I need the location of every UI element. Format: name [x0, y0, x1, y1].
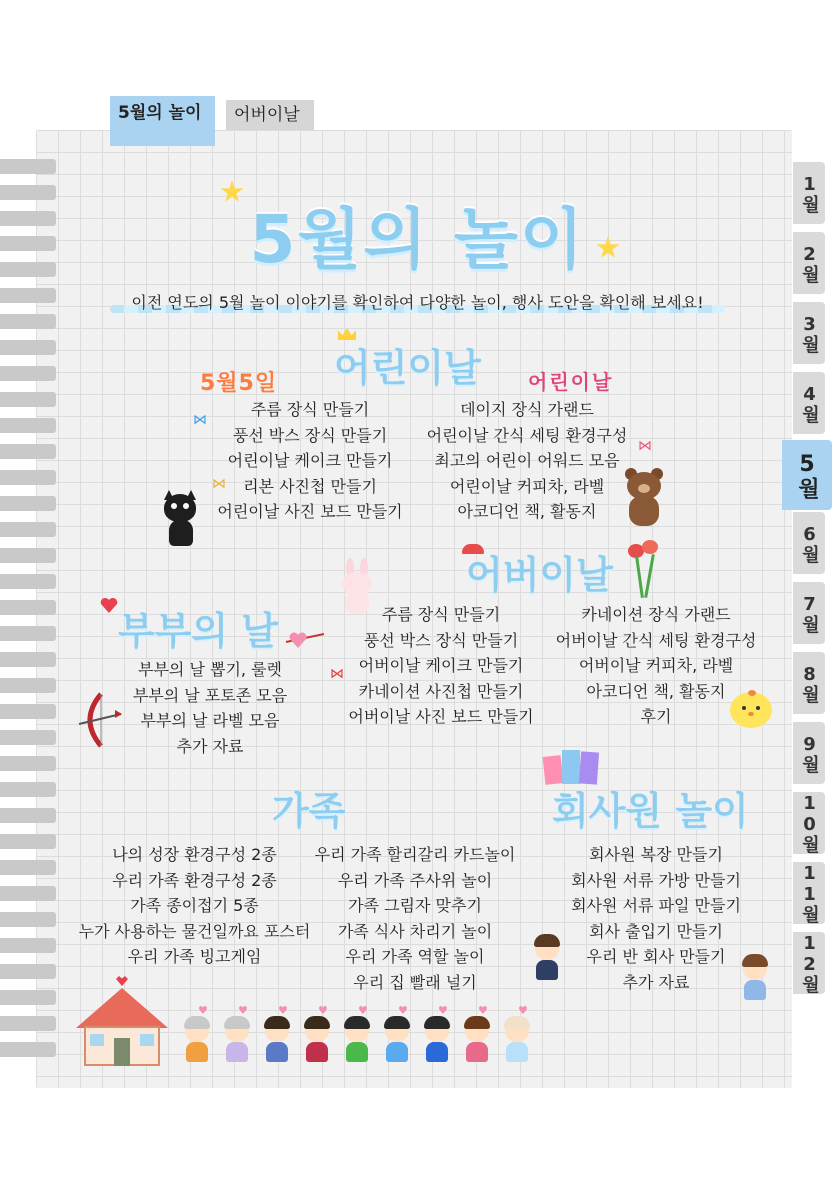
- spiral-ring: [0, 444, 56, 459]
- month-tab-4[interactable]: 4월: [793, 372, 825, 434]
- list-item[interactable]: 주름 장식 만들기: [381, 605, 501, 624]
- childrens-day-left-list: [210, 397, 410, 525]
- tab-main-label[interactable]: 5월의 놀이: [110, 96, 215, 146]
- month-tab-7[interactable]: 7월: [793, 582, 825, 644]
- list-item[interactable]: 가족 그림자 맞추기: [348, 896, 482, 915]
- heart-icon: ♥: [438, 1004, 448, 1017]
- spiral-ring: [0, 314, 56, 329]
- spiral-ring: [0, 392, 56, 407]
- deco-childrens-day: 어린이날: [528, 370, 614, 394]
- list-item[interactable]: 최고의 어린이 어워드 모음: [434, 451, 620, 470]
- book-stack-icon: [544, 748, 606, 784]
- spiral-ring: [0, 808, 56, 823]
- list-item[interactable]: 회사원 서류 가방 만들기: [571, 870, 741, 890]
- heart-icon: ♥: [478, 1004, 488, 1017]
- family-member-icon: [502, 1012, 532, 1064]
- spiral-ring: [0, 418, 56, 433]
- list-item[interactable]: 우리 가족 빙고게임: [127, 947, 262, 966]
- family-member-icon: [382, 1012, 412, 1064]
- month-tab-10[interactable]: 10월: [793, 792, 825, 854]
- list-item[interactable]: 부부의 날 라벨 모음: [140, 711, 280, 730]
- spiral-ring: [0, 496, 56, 511]
- heart-icon: ♥: [238, 1004, 248, 1017]
- ribbon-icon: ⋈: [212, 476, 226, 492]
- list-item[interactable]: 우리 가족 할리갈리 카드놀이: [314, 845, 516, 864]
- section-heading-parents-day: 어버이날: [466, 553, 613, 597]
- list-item[interactable]: 어버이날 커피차, 라벨: [578, 656, 734, 675]
- month-tab-6[interactable]: 6월: [793, 512, 825, 574]
- spiral-ring: [0, 522, 56, 537]
- spiral-ring: [0, 1016, 56, 1031]
- list-item[interactable]: 어린이날 커피차, 라벨: [449, 476, 605, 496]
- list-item[interactable]: 어린이날 사진 보드 만들기: [217, 502, 403, 521]
- ribbon-icon: ⋈: [330, 666, 344, 682]
- list-item[interactable]: 회사원 서류 파일 만들기: [571, 896, 741, 915]
- house-icon: [76, 976, 168, 1068]
- list-item[interactable]: 풍선 박스 장식 만들기: [232, 425, 388, 445]
- list-item[interactable]: 부부의 날 포토존 모음: [132, 685, 288, 705]
- heart-icon: ♥: [278, 1004, 288, 1017]
- list-item[interactable]: 회사 출입기 만들기: [589, 921, 723, 941]
- list-item[interactable]: 어버이날 간식 세팅 환경구성: [555, 630, 757, 650]
- family-left-list: [62, 842, 327, 970]
- list-item[interactable]: 추가 자료: [176, 736, 244, 756]
- heart-icon: ♥: [518, 1004, 528, 1017]
- heart-icon: ♥: [398, 1004, 408, 1017]
- list-item[interactable]: 나의 성장 환경구성 2종: [112, 845, 277, 864]
- list-item[interactable]: 어린이날 간식 세팅 환경구성: [426, 425, 628, 445]
- month-tab-11[interactable]: 11월: [793, 862, 825, 924]
- list-item[interactable]: 우리 가족 주사위 놀이: [337, 870, 493, 890]
- section-heading-childrens-day: 어린이날: [334, 346, 481, 390]
- heart-icon: [100, 597, 118, 613]
- list-item[interactable]: 회사원 복장 만들기: [589, 845, 723, 864]
- section-heading-couples-day: 부부의 날: [118, 609, 279, 653]
- list-item[interactable]: 우리 반 회사 만들기: [586, 947, 726, 966]
- heart-icon: ♥: [358, 1004, 368, 1017]
- ribbon-icon: ⋈: [193, 412, 207, 428]
- list-item[interactable]: 추가 자료: [622, 972, 690, 992]
- spiral-ring: [0, 834, 56, 849]
- list-item[interactable]: 가족 종이접기 5종: [130, 896, 259, 915]
- black-cat-icon: [160, 490, 200, 546]
- spiral-ring: [0, 159, 56, 174]
- month-tab-9[interactable]: 9월: [793, 722, 825, 784]
- list-item[interactable]: 후기: [640, 707, 672, 726]
- month-tab-3[interactable]: 3월: [793, 302, 825, 364]
- spiral-ring: [0, 782, 56, 797]
- list-item[interactable]: 풍선 박스 장식 만들기: [363, 630, 519, 650]
- family-member-icon: [342, 1012, 372, 1064]
- spiral-ring: [0, 912, 56, 927]
- list-item[interactable]: 어버이날 사진 보드 만들기: [348, 707, 534, 726]
- heart-arrow-icon: [284, 628, 326, 650]
- page-subtitle: 이전 연도의 5월 놀이 이야기를 확인하여 다양한 놀이, 행사 도안을 확인해 보세요!: [131, 293, 704, 312]
- month-tab-2[interactable]: 2월: [793, 232, 825, 294]
- carnation-bouquet-icon: [628, 540, 662, 600]
- heart-icon: ♥: [198, 1004, 208, 1017]
- list-item[interactable]: 아코디언 책, 활동지: [457, 502, 597, 521]
- list-item[interactable]: 리본 사진첩 만들기: [243, 476, 377, 496]
- family-member-icon: [422, 1012, 452, 1064]
- spiral-ring: [0, 860, 56, 875]
- list-item[interactable]: 우리 가족 역할 놀이: [345, 947, 485, 966]
- spiral-ring: [0, 756, 56, 771]
- spiral-ring: [0, 990, 56, 1005]
- couples-day-list: [110, 657, 310, 759]
- family-member-icon: [222, 1012, 252, 1064]
- list-item[interactable]: 아코디언 책, 활동지: [586, 681, 726, 701]
- month-tab-5[interactable]: 5월: [782, 440, 832, 510]
- month-tab-8[interactable]: 8월: [793, 652, 825, 714]
- spiral-ring: [0, 964, 56, 979]
- childrens-day-right-list: [412, 397, 642, 525]
- spiral-ring: [0, 548, 56, 563]
- spiral-ring: [0, 678, 56, 693]
- spiral-ring: [0, 340, 56, 355]
- month-tab-1[interactable]: 1월: [793, 162, 825, 224]
- spiral-ring: [0, 574, 56, 589]
- spiral-ring: [0, 652, 56, 667]
- list-item[interactable]: 우리 집 빨래 널기: [353, 972, 477, 992]
- spiral-ring: [0, 730, 56, 745]
- section-heading-family: 가족: [272, 789, 346, 833]
- family-member-icon: [182, 1012, 212, 1064]
- family-right-list: [300, 842, 530, 995]
- list-item[interactable]: 카네이션 사진첩 만들기: [358, 681, 524, 701]
- spiral-ring: [0, 938, 56, 953]
- section-heading-office-play: 회사원 놀이: [552, 789, 749, 833]
- list-item[interactable]: 누가 사용하는 물건일까요 포스터: [78, 921, 311, 941]
- cupid-bow-icon: [75, 690, 123, 750]
- list-item[interactable]: 어버이날 케이크 만들기: [358, 656, 524, 675]
- page-title: 5월의 놀이: [249, 201, 586, 278]
- chick-icon: [730, 690, 772, 730]
- tab-sub-label[interactable]: 어버이날: [226, 100, 314, 130]
- spiral-ring: [0, 626, 56, 641]
- parents-day-left-list: [336, 602, 546, 730]
- office-worker-icon: [740, 950, 770, 1002]
- list-item[interactable]: 부부의 날 뽑기, 룰렛: [138, 660, 282, 679]
- deco-may-5: 5월5일: [200, 371, 278, 396]
- list-item[interactable]: 데이지 장식 가랜드: [460, 400, 594, 419]
- spiral-ring: [0, 470, 56, 485]
- teddy-bear-icon: [625, 468, 665, 526]
- spiral-ring: [0, 886, 56, 901]
- list-item[interactable]: 우리 가족 환경구성 2종: [112, 870, 277, 890]
- family-member-icon: [302, 1012, 332, 1064]
- office-play-list: [556, 842, 756, 995]
- family-member-icon: [462, 1012, 492, 1064]
- ribbon-icon: ⋈: [638, 438, 652, 454]
- spiral-ring: [0, 704, 56, 719]
- family-member-icon: [262, 1012, 292, 1064]
- spiral-ring: [0, 366, 56, 381]
- heart-icon: ♥: [318, 1004, 328, 1017]
- spiral-ring: [0, 600, 56, 615]
- spiral-ring: [0, 1042, 56, 1057]
- office-worker-icon: [532, 930, 562, 982]
- list-item[interactable]: 카네이션 장식 가랜드: [581, 605, 731, 624]
- list-item[interactable]: 가족 식사 차리기 놀이: [337, 921, 493, 941]
- month-tab-12[interactable]: 12월: [793, 932, 825, 994]
- list-item[interactable]: 어린이날 케이크 만들기: [227, 451, 393, 470]
- list-item[interactable]: 주름 장식 만들기: [250, 400, 370, 419]
